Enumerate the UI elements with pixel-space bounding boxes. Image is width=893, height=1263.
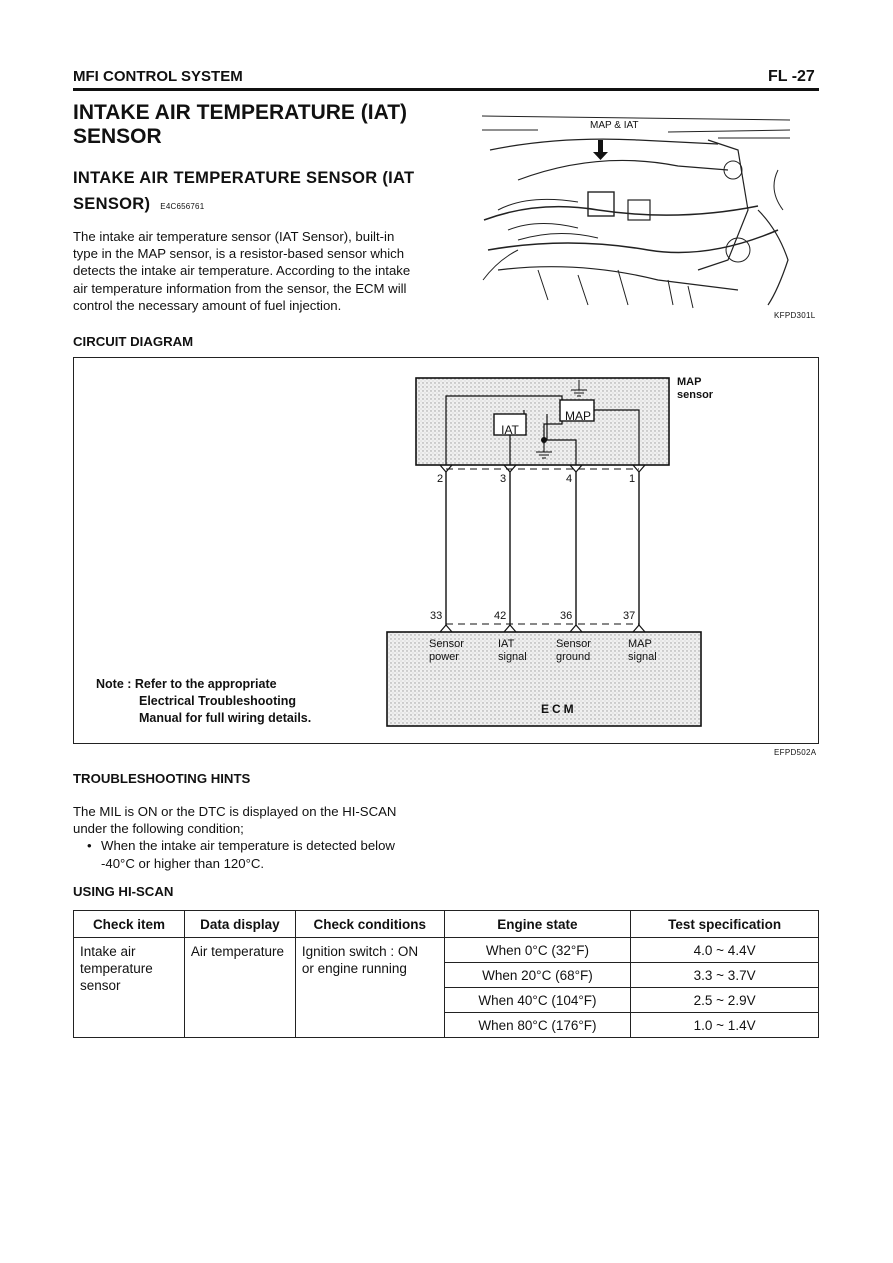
page-title: INTAKE AIR TEMPERATURE (IAT) SENSOR	[73, 101, 408, 148]
ecm-pin: 36	[560, 610, 573, 622]
section-header: MFI CONTROL SYSTEM	[73, 68, 243, 85]
column-header: Check item	[74, 911, 185, 938]
sensor-pin: 3	[500, 473, 507, 485]
engine-state-cell: When 20°C (68°F)	[444, 963, 631, 988]
column-header: Data display	[184, 911, 295, 938]
table-header-row	[74, 911, 819, 938]
column-header: Check conditions	[295, 911, 444, 938]
ecm-signal-map: MAP signal	[628, 638, 657, 663]
ecm-signal-sensor-ground: Sensor ground	[556, 638, 591, 663]
sensor-pin: 4	[566, 473, 573, 485]
spec-cell: 2.5 ~ 2.9V	[631, 988, 819, 1013]
photo-code: KFPD301L	[774, 311, 816, 320]
engine-sketch	[478, 110, 794, 310]
map-box-label: MAP	[564, 409, 591, 423]
check-conditions-cell: Ignition switch : ON or engine running	[295, 938, 444, 1038]
circuit-diagram	[73, 357, 819, 744]
circuit-heading: CIRCUIT DIAGRAM	[73, 334, 194, 349]
circuit-note: Note : Refer to the appropriate Electrical Troubleshooting Manual for full wiring details.	[96, 677, 312, 725]
column-header: Test specification	[631, 911, 819, 938]
spec-cell: 1.0 ~ 1.4V	[631, 1013, 819, 1038]
spec-cell: 3.3 ~ 3.7V	[631, 963, 819, 988]
hiscan-heading: USING HI-SCAN	[73, 884, 174, 899]
iat-box-label: IAT	[501, 423, 519, 437]
ecm-pin: 37	[623, 610, 636, 622]
ecm-label: ECM	[541, 702, 577, 716]
sensor-pin: 1	[629, 473, 636, 485]
engine-state-cell: When 40°C (104°F)	[444, 988, 631, 1013]
troubleshooting-heading: TROUBLESHOOTING HINTS	[73, 771, 251, 786]
header-rule	[73, 88, 819, 91]
troubleshooting-bullet: • When the intake air temperature is detected below -40°C or higher than 120°C.	[101, 837, 453, 871]
ecm-pin: 33	[430, 610, 443, 622]
circuit-code: EFPD502A	[774, 748, 817, 757]
hiscan-table	[73, 910, 819, 1038]
sensor-pin: 2	[437, 473, 444, 485]
ecm-pin: 42	[494, 610, 507, 622]
map-sensor-label: MAP sensor	[677, 376, 714, 401]
troubleshooting-text: The MIL is ON or the DTC is displayed on the HI-SCAN under the following condition; • When the intake air temperature is detected below -40°C or higher than 120°C.	[73, 803, 453, 872]
page-number: FL -27	[768, 68, 815, 85]
column-header: Engine state	[444, 911, 631, 938]
engine-state-cell: When 80°C (176°F)	[444, 1013, 631, 1038]
engine-photo	[478, 110, 794, 310]
engine-state-cell: When 0°C (32°F)	[444, 938, 631, 963]
intro-paragraph: The intake air temperature sensor (IAT Sensor), built-in type in the MAP sensor, is a resistor-based sensor which detects the intake air temperature. According to the intake air temperature information from the sensor, the ECM will control the necessary amount of fuel injection.	[73, 229, 411, 313]
photo-callout: MAP & IAT	[590, 120, 639, 131]
spec-cell: 4.0 ~ 4.4V	[631, 938, 819, 963]
ecm-signal-sensor-power: Sensor power	[429, 638, 464, 663]
table-row	[74, 938, 819, 963]
subtitle-code: E4C656761	[160, 202, 205, 211]
data-display-cell: Air temperature	[184, 938, 295, 1038]
troubleshooting-bullets	[73, 837, 453, 871]
subtitle: INTAKE AIR TEMPERATURE SENSOR (IAT SENSOR) E4C656761	[73, 169, 415, 213]
ecm-signal-iat: IAT signal	[498, 638, 527, 663]
check-item-cell: Intake air temperature sensor	[74, 938, 185, 1038]
